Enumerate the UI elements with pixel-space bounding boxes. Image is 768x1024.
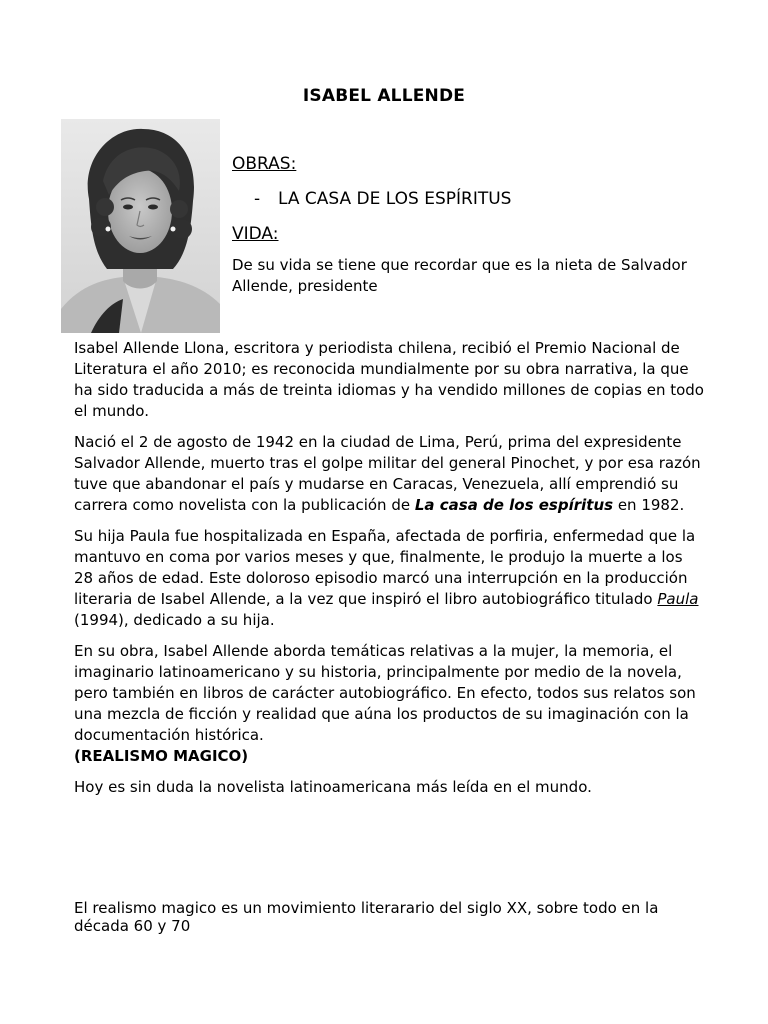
paragraph-2-start: Nació el 2 de agosto de 1942 en la ciudad de Lima, Perú, prima del expresidente Salvador Allende, muerto tras el golpe militar del general Pinochet, y por esa razón tuve que abandonar el país y mudarse en Caracas, Venezuela, allí emprendió su carrera como novelista con la publicación de [74, 433, 701, 514]
footer-note: El realismo magico es un movimiento literarario del siglo XX, sobre todo en la década 60 y 70 [74, 899, 659, 935]
paragraph-1: Isabel Allende Llona, escritora y periodista chilena, recibió el Premio Nacional de Literatura el año 2010; es reconocida mundialmente por su obra narrativa, la que ha sido traducida a más de treinta idiomas y ha vendido millones de copias en todo el mundo. [74, 339, 704, 420]
paragraph-2 [74, 432, 704, 516]
vida-text: De su vida se tiene que recordar que es la nieta de Salvador Allende, presidente [232, 256, 687, 295]
book-title-la-casa: La casa de los espíritus [414, 496, 614, 514]
list-dash: - [254, 189, 261, 209]
author-photo [61, 119, 220, 333]
book-title-paula: Paula [657, 590, 699, 608]
paragraph-4: En su obra, Isabel Allende aborda temáticas relativas a la mujer, la memoria, el imaginario latinoamericano y su historia, principalmente por medio de la novela, pero también en libros de carácter autobiográfico. En efecto, todos sus relatos son una mezcla de ficción y realidad que aúna los productos de su imaginación con la documentación histórica. [74, 642, 696, 744]
obras-item-text: LA CASA DE LOS ESPÍRITUS [278, 189, 512, 209]
paragraph-3-end: (1994), dedicado a su hija. [74, 611, 275, 629]
paragraph-2-end: en 1982. [613, 496, 685, 514]
obras-heading: OBRAS: [232, 154, 297, 174]
realismo-note: (REALISMO MAGICO) [74, 747, 249, 765]
paragraph-3 [74, 526, 704, 631]
biography-body [74, 338, 704, 808]
obras-list-item [254, 187, 511, 211]
paragraph-5: Hoy es sin duda la novelista latinoamericana más leída en el mundo. [74, 778, 592, 796]
page-title: ISABEL ALLENDE [302, 86, 466, 106]
paragraph-3-start: Su hija Paula fue hospitalizada en España, afectada de porfiria, enfermedad que la mantuvo en coma por varios meses y que, finalmente, le produjo la muerte a los 28 años de edad. Este doloroso episodio marcó una interrupción en la producción literaria de Isabel Allende, a la vez que inspiró el libro autobiográfico titulado [74, 527, 696, 608]
vida-heading: VIDA: [232, 224, 279, 244]
